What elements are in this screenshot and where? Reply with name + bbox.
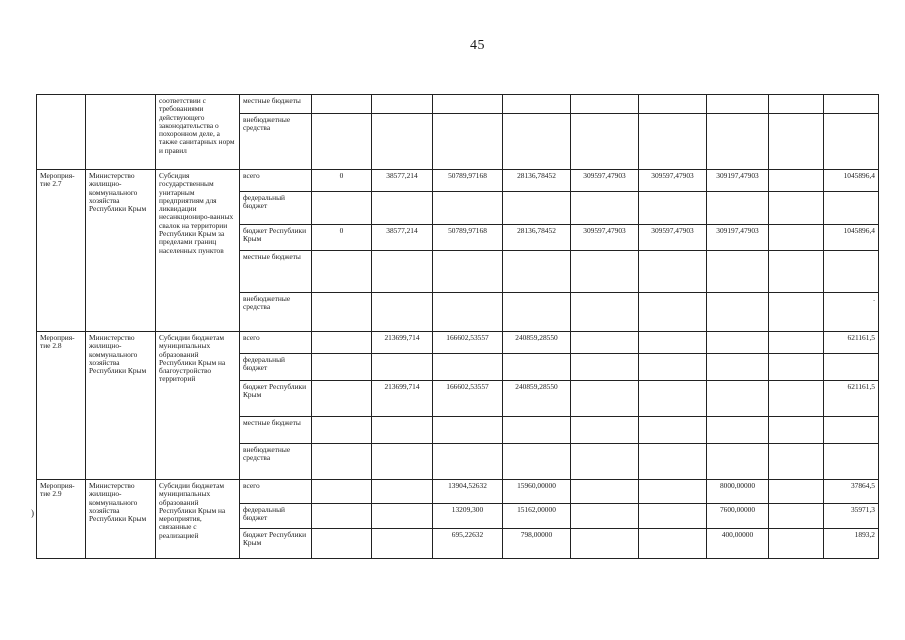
value-cell — [372, 504, 433, 529]
source-cell: бюджет Республики Крым — [240, 225, 312, 251]
value-cell — [639, 444, 707, 480]
value-cell — [639, 293, 707, 332]
total-cell: . — [824, 293, 879, 332]
value-cell — [707, 381, 769, 417]
value-cell — [769, 114, 824, 170]
source-cell: внебюджетные средства — [240, 293, 312, 332]
source-cell: бюджет Республики Крым — [240, 381, 312, 417]
value-cell — [707, 95, 769, 114]
value-cell: 309197,47903 — [707, 170, 769, 192]
value-cell: 166602,53557 — [433, 381, 503, 417]
source-cell: местные бюджеты — [240, 417, 312, 444]
value-cell — [769, 480, 824, 504]
value-cell — [312, 381, 372, 417]
value-cell: 0 — [312, 225, 372, 251]
value-cell — [503, 114, 571, 170]
value-cell — [639, 529, 707, 559]
total-cell: 621161,5 — [824, 332, 879, 354]
value-cell — [503, 444, 571, 480]
total-cell: 1045896,4 — [824, 225, 879, 251]
value-cell — [312, 417, 372, 444]
value-cell — [372, 192, 433, 225]
source-cell: федеральный бюджет — [240, 504, 312, 529]
value-cell: 7600,00000 — [707, 504, 769, 529]
value-cell — [312, 95, 372, 114]
value-cell: 28136,78452 — [503, 170, 571, 192]
value-cell — [824, 114, 879, 170]
total-cell — [824, 417, 879, 444]
table-row — [37, 332, 879, 354]
value-cell — [433, 444, 503, 480]
table-row — [37, 480, 879, 504]
value-cell — [707, 417, 769, 444]
executor-cell: Министерство жилищно-коммунального хозяйства Республики Крым — [86, 480, 156, 559]
value-cell — [372, 444, 433, 480]
value-cell: 15162,00000 — [503, 504, 571, 529]
total-cell: 37864,5 — [824, 480, 879, 504]
source-cell: внебюджетные средства — [240, 114, 312, 170]
value-cell — [503, 354, 571, 381]
value-cell — [824, 95, 879, 114]
value-cell — [312, 480, 372, 504]
value-cell: 13209,300 — [433, 504, 503, 529]
value-cell — [639, 354, 707, 381]
value-cell — [639, 417, 707, 444]
value-cell — [571, 251, 639, 293]
executor-cell: Министерство жилищно-коммунального хозяйства Республики Крым — [86, 332, 156, 480]
value-cell — [769, 354, 824, 381]
value-cell — [433, 354, 503, 381]
value-cell: 8000,00000 — [707, 480, 769, 504]
value-cell — [571, 381, 639, 417]
value-cell — [769, 251, 824, 293]
page-number: 45 — [470, 38, 485, 53]
value-cell — [769, 95, 824, 114]
value-cell — [433, 192, 503, 225]
value-cell — [639, 114, 707, 170]
value-cell — [433, 114, 503, 170]
value-cell: 15960,00000 — [503, 480, 571, 504]
description-cell: соответствии с требованиями действующего законодательства о похоронном деле, а также санитарных норм и правил — [156, 95, 240, 170]
value-cell — [769, 504, 824, 529]
value-cell — [312, 529, 372, 559]
total-cell: 1045896,4 — [824, 170, 879, 192]
total-cell: 35971,3 — [824, 504, 879, 529]
value-cell: 0 — [312, 170, 372, 192]
value-cell — [571, 480, 639, 504]
value-cell — [372, 480, 433, 504]
value-cell: 13904,52632 — [433, 480, 503, 504]
value-cell — [769, 170, 824, 192]
budget-table — [36, 94, 879, 559]
total-cell — [824, 192, 879, 225]
source-cell: местные бюджеты — [240, 251, 312, 293]
value-cell — [433, 417, 503, 444]
code-cell: Мероприя-тие 2.8 — [37, 332, 86, 480]
value-cell — [707, 192, 769, 225]
value-cell: 400,00000 — [707, 529, 769, 559]
source-cell: федеральный бюджет — [240, 354, 312, 381]
value-cell — [372, 251, 433, 293]
source-cell: всего — [240, 480, 312, 504]
value-cell — [639, 192, 707, 225]
value-cell — [769, 293, 824, 332]
value-cell — [707, 354, 769, 381]
value-cell — [769, 225, 824, 251]
source-cell: федеральный бюджет — [240, 192, 312, 225]
source-cell: бюджет Республики Крым — [240, 529, 312, 559]
value-cell — [707, 332, 769, 354]
value-cell: 213699,714 — [372, 381, 433, 417]
value-cell — [639, 504, 707, 529]
total-cell — [824, 251, 879, 293]
value-cell — [312, 332, 372, 354]
value-cell: 240859,28550 — [503, 332, 571, 354]
description-cell: Субсидии бюджетам муниципальных образований Республики Крым на мероприятия, связанные с реализацией — [156, 480, 240, 559]
value-cell: 309197,47903 — [707, 225, 769, 251]
value-cell — [433, 293, 503, 332]
value-cell: 309597,47903 — [571, 225, 639, 251]
value-cell — [707, 293, 769, 332]
value-cell — [372, 529, 433, 559]
value-cell: 38577,214 — [372, 225, 433, 251]
value-cell — [707, 444, 769, 480]
source-cell: всего — [240, 170, 312, 192]
value-cell: 50789,97168 — [433, 225, 503, 251]
value-cell — [707, 114, 769, 170]
value-cell — [769, 192, 824, 225]
value-cell — [312, 114, 372, 170]
value-cell — [571, 444, 639, 480]
source-cell: всего — [240, 332, 312, 354]
value-cell — [503, 417, 571, 444]
value-cell — [639, 95, 707, 114]
value-cell — [571, 95, 639, 114]
value-cell — [503, 95, 571, 114]
total-cell: 621161,5 — [824, 381, 879, 417]
value-cell: 309597,47903 — [639, 225, 707, 251]
value-cell — [769, 417, 824, 444]
value-cell — [769, 381, 824, 417]
value-cell: 309597,47903 — [639, 170, 707, 192]
value-cell — [571, 332, 639, 354]
value-cell: 798,00000 — [503, 529, 571, 559]
table-row — [37, 95, 879, 114]
value-cell: 240859,28550 — [503, 381, 571, 417]
value-cell — [571, 192, 639, 225]
margin-mark: ) — [31, 508, 34, 518]
value-cell — [312, 504, 372, 529]
value-cell — [639, 251, 707, 293]
description-cell: Субсидии бюджетам муниципальных образований Республики Крым на благоустройство территорий — [156, 332, 240, 480]
value-cell — [503, 192, 571, 225]
value-cell — [372, 354, 433, 381]
executor-cell: Министерство жилищно-коммунального хозяйства Республики Крым — [86, 170, 156, 332]
code-cell — [37, 95, 86, 170]
value-cell: 38577,214 — [372, 170, 433, 192]
value-cell — [707, 251, 769, 293]
value-cell: 213699,714 — [372, 332, 433, 354]
value-cell — [503, 251, 571, 293]
value-cell — [503, 293, 571, 332]
code-cell: Мероприя-тие 2.9 — [37, 480, 86, 559]
value-cell — [769, 444, 824, 480]
executor-cell — [86, 95, 156, 170]
value-cell — [312, 354, 372, 381]
value-cell — [433, 251, 503, 293]
total-cell — [824, 444, 879, 480]
value-cell — [312, 293, 372, 332]
value-cell — [571, 114, 639, 170]
value-cell — [639, 381, 707, 417]
value-cell — [571, 354, 639, 381]
value-cell — [433, 95, 503, 114]
value-cell: 166602,53557 — [433, 332, 503, 354]
total-cell — [824, 354, 879, 381]
value-cell: 50789,97168 — [433, 170, 503, 192]
code-cell: Мероприя-тие 2.7 — [37, 170, 86, 332]
value-cell — [312, 192, 372, 225]
value-cell — [769, 529, 824, 559]
value-cell — [769, 332, 824, 354]
value-cell — [312, 444, 372, 480]
value-cell — [571, 504, 639, 529]
value-cell — [372, 293, 433, 332]
value-cell — [372, 417, 433, 444]
value-cell: 28136,78452 — [503, 225, 571, 251]
value-cell: 309597,47903 — [571, 170, 639, 192]
value-cell — [372, 114, 433, 170]
value-cell: 695,22632 — [433, 529, 503, 559]
value-cell — [372, 95, 433, 114]
value-cell — [571, 529, 639, 559]
source-cell: внебюджетные средства — [240, 444, 312, 480]
source-cell: местные бюджеты — [240, 95, 312, 114]
description-cell: Субсидия государственным унитарным предприятиям для ликвидации несанкциониро-ванных свалок на территории Республики Крым за пределами границ населенных пунктов — [156, 170, 240, 332]
value-cell — [312, 251, 372, 293]
value-cell — [639, 480, 707, 504]
table-row — [37, 170, 879, 192]
value-cell — [639, 332, 707, 354]
total-cell: 1893,2 — [824, 529, 879, 559]
value-cell — [571, 417, 639, 444]
value-cell — [571, 293, 639, 332]
